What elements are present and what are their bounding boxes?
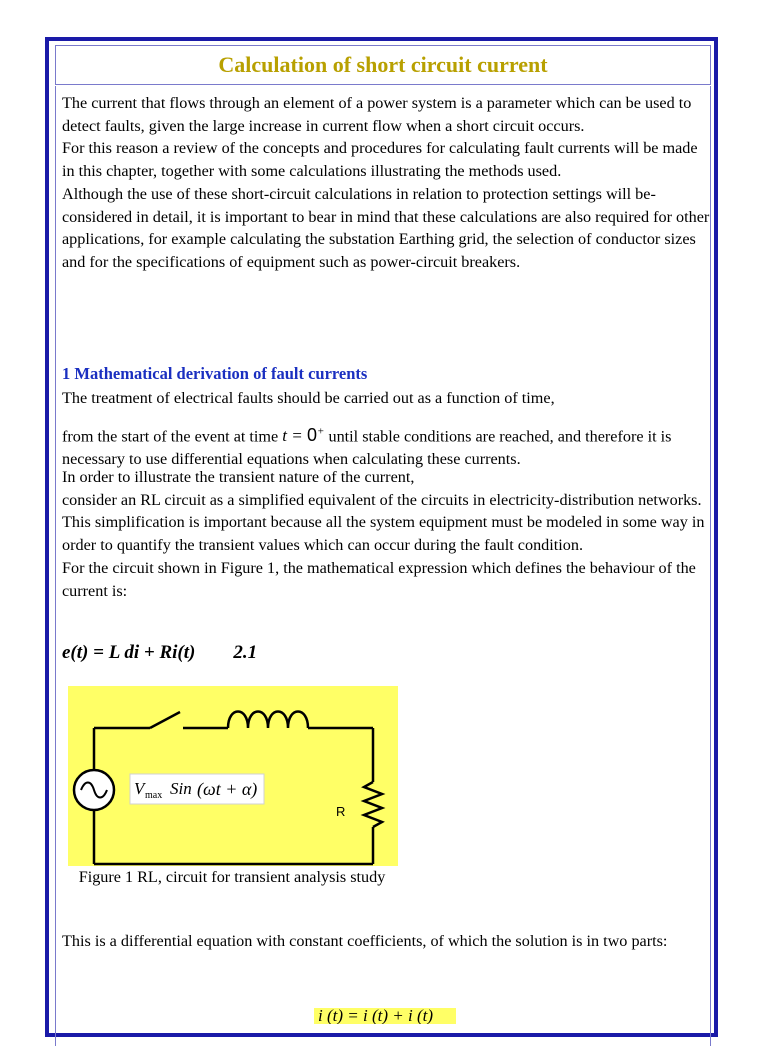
resistor-label: R <box>336 804 346 819</box>
inductor-icon <box>228 712 308 729</box>
t-superscript: + <box>316 425 325 438</box>
t-variable: t = <box>282 426 303 446</box>
section-body-rest <box>62 466 712 602</box>
equation-2-2-partial <box>314 1008 456 1024</box>
intro-paragraph: Although the use of these short-circuit calculations in relation to protection settings will be-considered in detail, it is important to bear in mind that these calculations are also required for other applications, for example calculating the substation Earthing grid, the selection of conductor sizes and for the specifications of equipment such as power-circuit breakers. <box>62 184 710 271</box>
intro-paragraph: For this reason a review of the concepts and procedures for calculating fault currents will be made in this chapter, together with some calculations illustrating the methods used. <box>62 139 698 181</box>
equation-number: 2.1 <box>233 642 258 663</box>
section-paragraph: In order to illustrate the transient nature of the current, <box>62 468 415 486</box>
source-function: Sin <box>170 779 192 798</box>
equation-expression: e(t) = L di + Ri(t) <box>62 642 196 663</box>
title-box <box>55 45 711 85</box>
after-text: This is a differential equation with constant coefficients, of which the solution is in two parts: <box>62 932 668 950</box>
intro-paragraph: The current that flows through an element of a power system is a parameter which can be used to detect faults, given the large increase in current flow when a short circuit occurs. <box>62 94 692 135</box>
figure-caption: Figure 1 RL, circuit for transient analysis study <box>78 868 386 886</box>
t-zero: 0 <box>306 425 317 446</box>
inner-border-left <box>55 86 56 1046</box>
section-paragraph: For the circuit shown in Figure 1, the mathematical expression which defines the behaviour of the current is: <box>62 558 696 600</box>
time-text-pre: from the start of the event at time <box>62 427 279 446</box>
intro-text <box>62 92 710 274</box>
section-paragraph-time <box>62 421 712 471</box>
page-title: Calculation of short circuit current <box>218 52 548 77</box>
switch-icon <box>150 712 180 728</box>
rl-circuit-diagram <box>68 686 398 866</box>
section-paragraph: The treatment of electrical faults should be carried out as a function of time, <box>62 389 555 407</box>
time-text-post: until stable conditions are reached, and therefore it is necessary to use differential equations when calculating these currents. <box>62 427 672 469</box>
section-heading: 1 Mathematical derivation of fault currents <box>62 364 368 383</box>
equation-2-2-text: i (t) = i (t) + i (t) <box>318 1008 433 1024</box>
section-paragraph: consider an RL circuit as a simplified equivalent of the circuits in electricity-distribution networks. This simplification is important because all the system equipment must be modeled in some way in order to quantify the transient values which can occur during the fault condition. <box>62 490 705 555</box>
rl-circuit-figure <box>68 686 398 866</box>
time-formula <box>282 426 324 445</box>
equation-2-1 <box>62 642 257 664</box>
source-argument: (ωt + α) <box>197 779 258 799</box>
source-v: V <box>134 779 145 798</box>
source-subscript: max <box>145 790 163 801</box>
section-body <box>62 387 712 471</box>
resistor-icon <box>364 782 382 827</box>
